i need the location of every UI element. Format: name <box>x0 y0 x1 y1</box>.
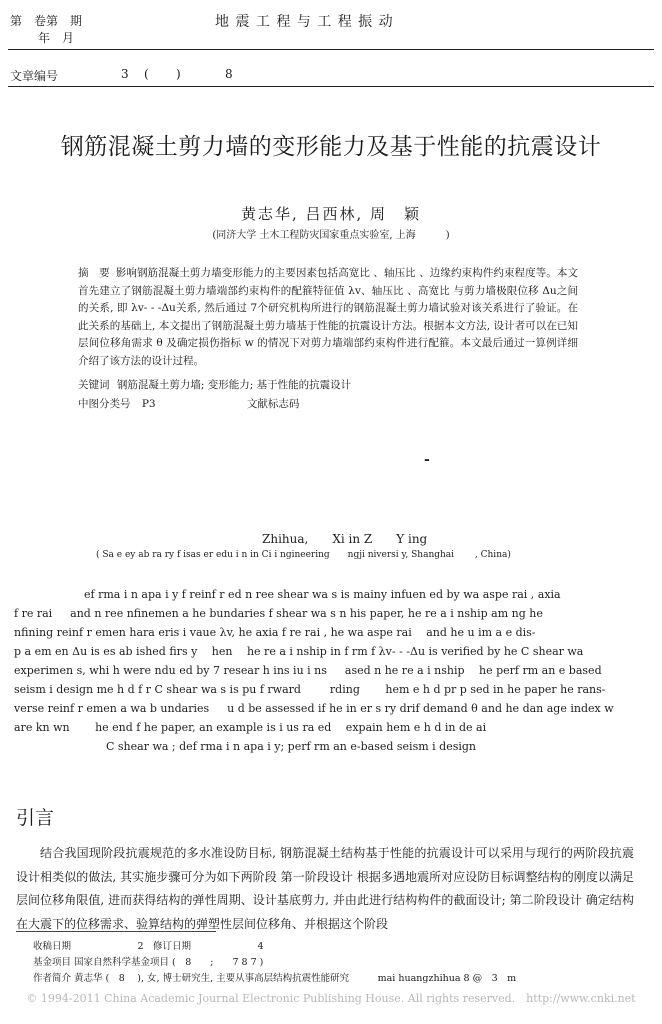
article-id-part: ( <box>144 67 149 81</box>
clc-label: 中图分类号 <box>78 398 131 410</box>
english-abstract-line: f re rai and n ree nfinemen a he bundaries f shear wa s n his paper, he re a i nship am ng he <box>14 607 543 620</box>
keywords-label: 关键词 <box>78 379 110 391</box>
clc-value: P3 <box>141 398 156 410</box>
title-dash: - <box>424 452 430 468</box>
english-abstract-line: ef rma i n apa i y f reinf r ed n ree shear wa s is mainy infuen ed by wa aspe rai , axia <box>84 588 561 601</box>
abstract-label: 摘 要 <box>78 267 110 279</box>
abstract-cn <box>78 265 578 370</box>
header-rule <box>8 49 654 50</box>
english-keywords: C shear wa ; def rma i n apa i y; perf rm an e-based seism i design <box>84 740 477 753</box>
english-abstract-line: nfining reinf r emen hara eris i vaue λv, he axia f re rai , he wa aspe rai and he u im a e dis- <box>14 626 536 639</box>
footnote-fund: 基金项目 国家自然科学基金项目 ( 8 ; 7 8 7 ) <box>33 957 264 968</box>
english-abstract-line: seism i design me h d f r C shear wa s is pu f rward rding hem e h d pr p sed in he paper he rans- <box>14 683 606 696</box>
author-list: 黄志华, 吕西林, 周 颖 <box>240 205 422 223</box>
footnote-received: 收稿日期 2 修订日期 4 <box>33 941 264 952</box>
footnote-rule <box>16 931 216 932</box>
keywords-text: 钢筋混凝土剪力墙; 变形能力; 基于性能的抗震设计 <box>116 379 352 391</box>
english-affiliation: ( Sa e ey ab ra ry f isas er edu i n in Ci i ngineering ngji niversi y, Shanghai , China) <box>96 550 511 560</box>
article-id-part: 8 <box>225 67 233 81</box>
journal-name: 地 震 工 程 与 工 程 振 动 <box>215 14 394 30</box>
affiliation: (同济大学 土木工程防灾国家重点实验室, 上海 ) <box>212 230 450 241</box>
english-abstract <box>14 585 646 756</box>
article-id-rule <box>8 86 654 87</box>
english-abstract-line: experimen s, whi h were ndu ed by 7 resear h ins iu i ns ased n he re a i nship he perf rm an e based <box>14 664 602 677</box>
intro-paragraph: 结合我国现阶段抗震规范的多水准设防目标, 钢筋混凝土结构基于性能的抗震设计可以采用与现行的两阶段抗震设计相类似的做法, 其实施步骤可分为如下两阶段 第一阶段设计 根据多遇地震所对应设防目标调整结构的刚度以满足层间位移角限值, 进而获得结构的弹性周期、设计基底剪力, 并由此进行结构构件的截面设计; 第二阶段设计 确定结构在大震下的位移需求、验算结构的弹塑性层间位移角、并根据这个阶段 <box>16 846 634 931</box>
year-month: 年 月 <box>38 31 75 45</box>
intro-body <box>16 842 634 936</box>
volume-issue: 第 卷第 期 <box>10 14 83 28</box>
section-title: 引言 <box>16 807 55 829</box>
english-abstract-line: p a em en Δu is es ab ished firs y hen he re a i nship in f rm f λv- - -Δu is verified by he C shear wa <box>14 645 584 658</box>
copyright-line: © 1994-2011 China Academic Journal Electronic Publishing House. All rights reserved. http://www.cnki.net <box>26 992 636 1005</box>
english-authors: Zhihua, Xi in Z Y ing <box>262 532 428 546</box>
english-abstract-line: verse reinf r emen a wa b undaries u d be assessed if he in er s ry drif demand θ and he dan age index w <box>14 702 614 715</box>
english-abstract-line: are kn wn he end f he paper, an example is i us ra ed expain hem e h d in de ai <box>14 721 487 734</box>
article-id-part: ) <box>176 67 181 81</box>
article-id-label: 文章编号 <box>10 69 59 83</box>
article-id-part: 3 <box>121 67 129 81</box>
keywords-cn <box>78 377 351 392</box>
doc-code-label: 文献标志码 <box>246 398 300 410</box>
footnote-author: 作者简介 黄志华 ( 8 ), 女, 博士研究生, 主要从事高层结构抗震性能研究 mai huangzhihua 8 @ 3 m <box>33 973 517 984</box>
abstract-text: 影响钢筋混凝土剪力墙变形能力的主要因素包括高宽比 、轴压比 、边缘约束构件约束程度等。本文首先建立了钢筋混凝土剪力墙端部约束构件的配箍特征值 λv、轴压比 、高宽比 与剪力墙极限位移 Δu之间的关系, 即 λv- - -Δu关系, 然后通过 7个研究机构所进行的钢筋混凝土剪力墙试验对该关系进行了验证。在此关系的基础上, 本文提出了钢筋混凝土剪力墙基于性能的抗震设计方法。根据本文方法, 设计者可以在已知层间位移角需求 θ 及确定损伤指标 w 的情况下对剪力墙端部约束构件进行配箍。本文最后通过一算例详细介绍了该方法的设计过程。 <box>78 267 578 367</box>
classification <box>78 396 299 411</box>
paper-title: 钢筋混凝土剪力墙的变形能力及基于性能的抗震设计 <box>60 134 602 160</box>
